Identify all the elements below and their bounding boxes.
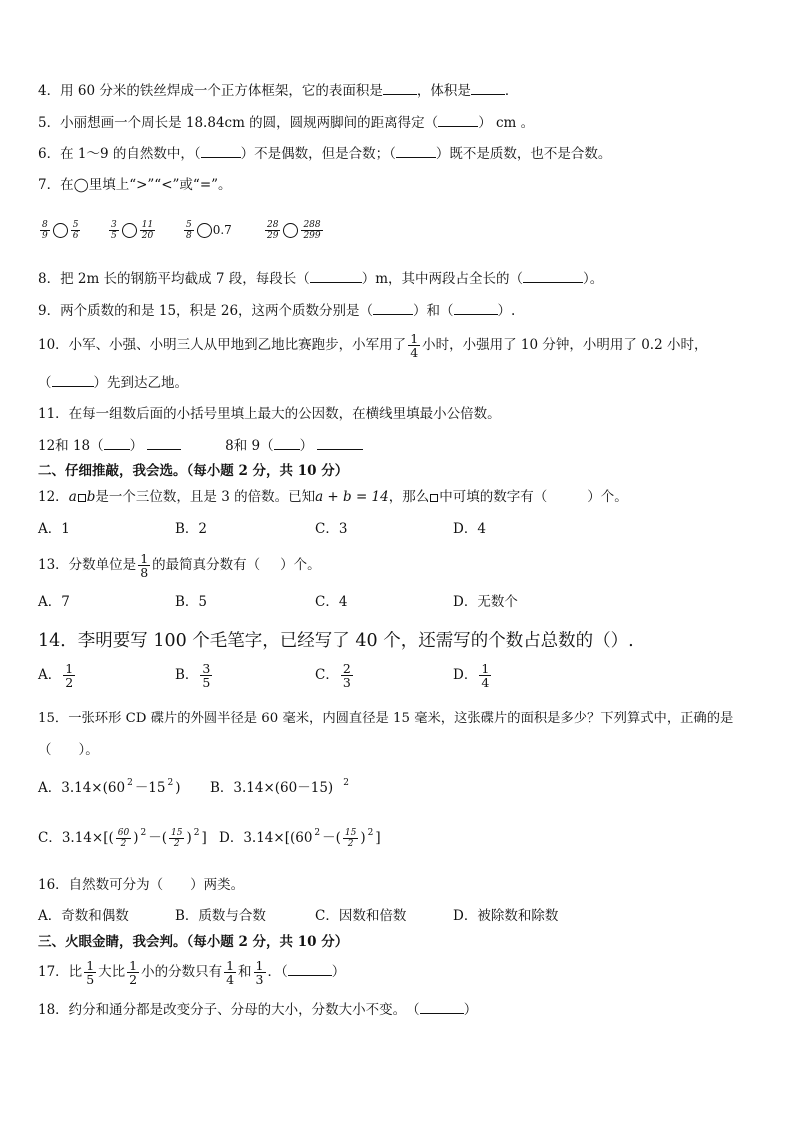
fraction: $\frac{1}{4}$ xyxy=(226,958,235,987)
answer-blank[interactable] xyxy=(396,145,436,158)
answer-blank[interactable] xyxy=(52,374,94,387)
option-a[interactable]: A． $\frac{1}{2}$ xyxy=(38,661,74,690)
question-17: 17．比 $\frac{1}{5}$ 大比 $\frac{1}{2}$ 小的分数只有 $\frac{1}{4}$ 和 $\frac{1}{3}$ ．（ ） xyxy=(38,958,346,987)
compare-circle[interactable] xyxy=(283,223,298,238)
question-9: 9．两个质数的和是 15，积是 26，这两个质数分别是（ ）和（ ）. xyxy=(38,303,516,319)
answer-blank[interactable] xyxy=(201,145,241,158)
fraction: $\frac{3}{5}$ xyxy=(202,661,211,690)
question-11: 11．在每一组数后面的小括号里填上最大的公因数，在横线里填最小公倍数。 xyxy=(38,406,501,422)
option-b[interactable]: B．3.14×(60－15) $^2$ xyxy=(210,778,349,796)
answer-blank[interactable] xyxy=(104,437,130,450)
question-16: 16．自然数可分为（ ）两类。 xyxy=(38,877,245,893)
option-d[interactable]: D．3.14×[(60 $^2$ －( $\frac{15}{2}$ ) $^2$ ] xyxy=(219,828,381,849)
fraction: $\frac{5}{6}$ xyxy=(72,220,79,241)
option-c[interactable]: C．3.14×[( $\frac{60}{2}$ ) $^2$ －( $\frac{15}{2}$ ) $^2$ ] xyxy=(38,828,207,849)
answer-blank[interactable] xyxy=(274,437,300,450)
question-4: 4．用 60 分米的铁丝焊成一个正方体框架，它的表面积是 ，体积是 ． xyxy=(38,83,519,99)
answer-blank[interactable] xyxy=(147,437,181,450)
option-d[interactable]: D． $\frac{1}{4}$ xyxy=(453,661,490,690)
compare-circle[interactable] xyxy=(197,223,212,238)
compare-item-3: $\frac{5}{8}$ 0.7 xyxy=(186,220,232,241)
fraction: $\frac{288}{299}$ xyxy=(303,220,321,241)
option-b[interactable]: B．质数与合数 xyxy=(175,908,266,924)
answer-blank[interactable] xyxy=(373,302,413,315)
fraction: $\frac{1}{5}$ xyxy=(86,958,95,987)
section-2-heading: 二、仔细推敲，我会选。（每小题 2 分，共 10 分） xyxy=(38,463,349,479)
option-d[interactable]: D．4 xyxy=(453,521,486,537)
fraction: $\frac{1}{4}$ xyxy=(410,331,419,360)
fraction: $\frac{15}{2}$ xyxy=(170,828,183,849)
section-3-heading: 三、火眼金睛，我会判。（每小题 2 分，共 10 分） xyxy=(38,934,349,950)
question-11-pairs: 12和 18（ ） 8和 9（ ） xyxy=(38,437,363,455)
fraction: $\frac{8}{9}$ xyxy=(42,220,48,241)
fraction: $\frac{1}{8}$ xyxy=(140,551,149,580)
compare-circle[interactable] xyxy=(53,223,68,238)
option-c[interactable]: C． $\frac{2}{3}$ xyxy=(315,661,351,690)
fraction: $\frac{5}{8}$ xyxy=(186,220,192,241)
question-7: 7．在◯里填上“>”“<”或“=”。 xyxy=(38,177,232,193)
question-10: 10．小军、小强、小明三人从甲地到乙地比赛跑步，小军用了 $\frac{1}{4}$ 小时，小强用了 10 分钟，小明用了 0.2 小时， xyxy=(38,331,708,360)
answer-blank[interactable] xyxy=(288,963,332,976)
option-a[interactable]: A．3.14×(60 $^2$ －15 $^2$ ) xyxy=(38,778,181,796)
option-a[interactable]: A．7 xyxy=(38,594,70,610)
option-a[interactable]: A．奇数和偶数 xyxy=(38,908,129,924)
question-15: 15．一张环形 CD 碟片的外圆半径是 60 毫米，内圆直径是 15 毫米，这张碟片的面积是多少？下列算式中，正确的是 xyxy=(38,711,734,726)
question-15-line-2: （ ）。 xyxy=(38,742,99,758)
question-6: 6．在 1～9 的自然数中，（ ）不是偶数，但是合数；（ ）既不是质数，也不是合数。 xyxy=(38,146,612,162)
question-12: 12．a b是一个三位数，且是 3 的倍数。已知a + b = 14，那么 中可填的数字有（ ）个。 xyxy=(38,489,628,505)
fraction: $\frac{3}{5}$ xyxy=(111,220,117,241)
answer-blank[interactable] xyxy=(471,82,505,95)
fraction: $\frac{28}{29}$ xyxy=(267,220,279,241)
question-5: 5．小丽想画一个周长是 18.84cm 的圆，圆规两脚间的距离得定（ ） cm 。 xyxy=(38,115,535,131)
fraction: $\frac{15}{2}$ xyxy=(344,828,357,849)
answer-blank[interactable] xyxy=(383,82,417,95)
fraction: $\frac{60}{2}$ xyxy=(117,828,130,849)
question-8: 8．把 2m 长的钢筋平均截成 7 段，每段长（ ）m，其中两段占全长的（ ）。 xyxy=(38,271,604,287)
option-b[interactable]: B．5 xyxy=(175,594,208,610)
question-14: 14．李明要写 100 个毛笔字，已经写了 40 个，还需写的个数占总数的（）. xyxy=(38,631,634,651)
option-b[interactable]: B． $\frac{3}{5}$ xyxy=(175,661,211,690)
answer-blank[interactable] xyxy=(420,1001,464,1014)
question-10-line-2: （ ）先到达乙地。 xyxy=(38,375,188,391)
option-d[interactable]: D．被除数和除数 xyxy=(453,908,559,924)
option-c[interactable]: C．3 xyxy=(315,521,348,537)
option-c[interactable]: C．4 xyxy=(315,594,348,610)
answer-blank[interactable] xyxy=(317,437,363,450)
fraction: $\frac{1}{2}$ xyxy=(65,661,74,690)
fraction: $\frac{2}{3}$ xyxy=(342,661,351,690)
digit-box xyxy=(430,494,438,502)
answer-blank[interactable] xyxy=(438,114,478,127)
option-b[interactable]: B．2 xyxy=(175,521,208,537)
answer-blank[interactable] xyxy=(523,270,583,283)
option-a[interactable]: A．1 xyxy=(38,521,70,537)
compare-item-1 xyxy=(38,220,82,241)
fraction: $\frac{1}{2}$ xyxy=(129,958,138,987)
option-c[interactable]: C．因数和倍数 xyxy=(315,908,407,924)
compare-item-4 xyxy=(263,220,325,241)
compare-circle[interactable] xyxy=(122,223,137,238)
question-18: 18．约分和通分都是改变分子、分母的大小，分数大小不变。 （ ） xyxy=(38,1002,478,1018)
digit-box xyxy=(78,494,86,502)
question-13: 13．分数单位是 $\frac{1}{8}$ 的最简真分数有（ ）个。 xyxy=(38,551,321,580)
fraction: $\frac{1}{3}$ xyxy=(255,958,264,987)
option-d[interactable]: D．无数个 xyxy=(453,594,518,610)
fraction: $\frac{1}{4}$ xyxy=(481,661,490,690)
fraction: $\frac{11}{20}$ xyxy=(141,220,154,241)
answer-blank[interactable] xyxy=(310,270,362,283)
compare-item-2 xyxy=(107,220,157,241)
answer-blank[interactable] xyxy=(454,302,498,315)
